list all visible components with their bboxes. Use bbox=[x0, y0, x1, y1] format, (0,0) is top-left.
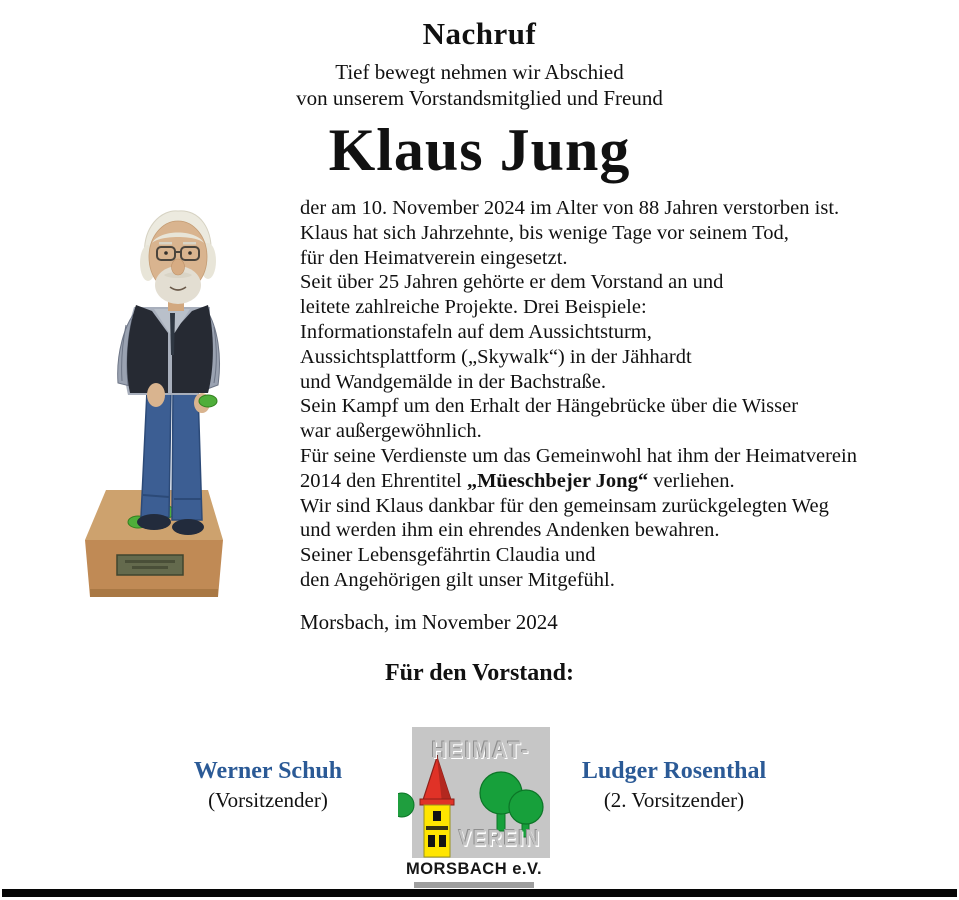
body-line: Seit über 25 Jahren gehörte er dem Vorstand an und bbox=[300, 271, 724, 294]
tree-icon bbox=[398, 793, 414, 817]
signer-role-left: (Vorsitzender) bbox=[208, 788, 328, 812]
logo-strip bbox=[398, 858, 550, 881]
signature-left bbox=[143, 758, 393, 813]
hand bbox=[147, 383, 165, 407]
dateline: Morsbach, im November 2024 bbox=[300, 610, 558, 634]
tree-icon bbox=[509, 790, 543, 824]
signer-role-right: (2. Vorsitzender) bbox=[603, 788, 745, 812]
intro-line-1: Tief bewegt nehmen wir Abschied bbox=[335, 60, 624, 84]
bottom-black-bar bbox=[2, 889, 957, 897]
nose bbox=[172, 259, 185, 275]
body-line: der am 10. November 2024 im Alter von 88 Jahren verstorben ist. bbox=[300, 197, 840, 219]
deceased-name: Klaus Jung bbox=[328, 117, 631, 183]
body-line: für den Heimatverein eingesetzt. bbox=[300, 246, 568, 269]
church-eaves bbox=[420, 799, 454, 805]
logo-text-verein: VEREIN bbox=[458, 827, 542, 852]
signer-name-right: Ludger Rosenthal bbox=[581, 758, 767, 784]
body-line: leitete zahlreiche Projekte. Drei Beispiele: bbox=[300, 296, 647, 319]
figurine-photo bbox=[68, 205, 236, 607]
frog-in-hand bbox=[199, 395, 217, 407]
vorstand-heading: Für den Vorstand: bbox=[385, 660, 574, 686]
logo-gray-bar bbox=[414, 882, 534, 888]
honor-title: „Müeschbejer Jong“ bbox=[466, 469, 649, 492]
jeans-left-leg bbox=[141, 391, 171, 517]
body-line: Sein Kampf um den Erhalt der Hängebrücke über die Wisser bbox=[300, 395, 799, 418]
logo-text-morsbach: MORSBACH e.V. bbox=[405, 860, 543, 878]
body-line: Wir sind Klaus dankbar für den gemeinsam zurückgelegten Weg bbox=[300, 494, 829, 517]
body-line: Seiner Lebensgefährtin Claudia und bbox=[300, 544, 596, 567]
body-line: den Angehörigen gilt unser Mitgefühl. bbox=[300, 568, 615, 591]
intro-line-2: von unserem Vorstandsmitglied und Freund bbox=[296, 86, 663, 110]
shoe bbox=[172, 519, 204, 535]
signature-right bbox=[549, 758, 799, 813]
honor-suffix: verliehen. bbox=[648, 469, 735, 492]
body-line: und werden ihm ein ehrendes Andenken bewahren. bbox=[300, 519, 720, 542]
body-line: Informationstafeln auf dem Aussichtsturm, bbox=[300, 320, 652, 343]
heimatverein-logo bbox=[398, 727, 550, 888]
honor-prefix: 2014 den Ehrentitel bbox=[300, 469, 467, 492]
body-line: Klaus hat sich Jahrzehnte, bis wenige Tage vor seinem Tod, bbox=[300, 221, 789, 244]
body-line-honor bbox=[300, 469, 900, 494]
page-title: Nachruf bbox=[422, 16, 537, 51]
body-line: war außergewöhnlich. bbox=[300, 420, 482, 443]
logo-text-heimat: HEIMAT- bbox=[431, 737, 531, 764]
obituary-body bbox=[300, 196, 900, 593]
body-line: Aussichtsplattform („Skywalk“) in der Jähhardt bbox=[300, 345, 692, 368]
base-front-shade bbox=[90, 589, 218, 597]
body-line: Für seine Verdienste um das Gemeinwohl hat ihm der Heimatverein bbox=[300, 444, 857, 467]
signer-name-left: Werner Schuh bbox=[193, 758, 343, 784]
body-line: und Wandgemälde in der Bachstraße. bbox=[300, 370, 606, 393]
shoe bbox=[137, 514, 171, 530]
base-plaque bbox=[117, 555, 183, 575]
